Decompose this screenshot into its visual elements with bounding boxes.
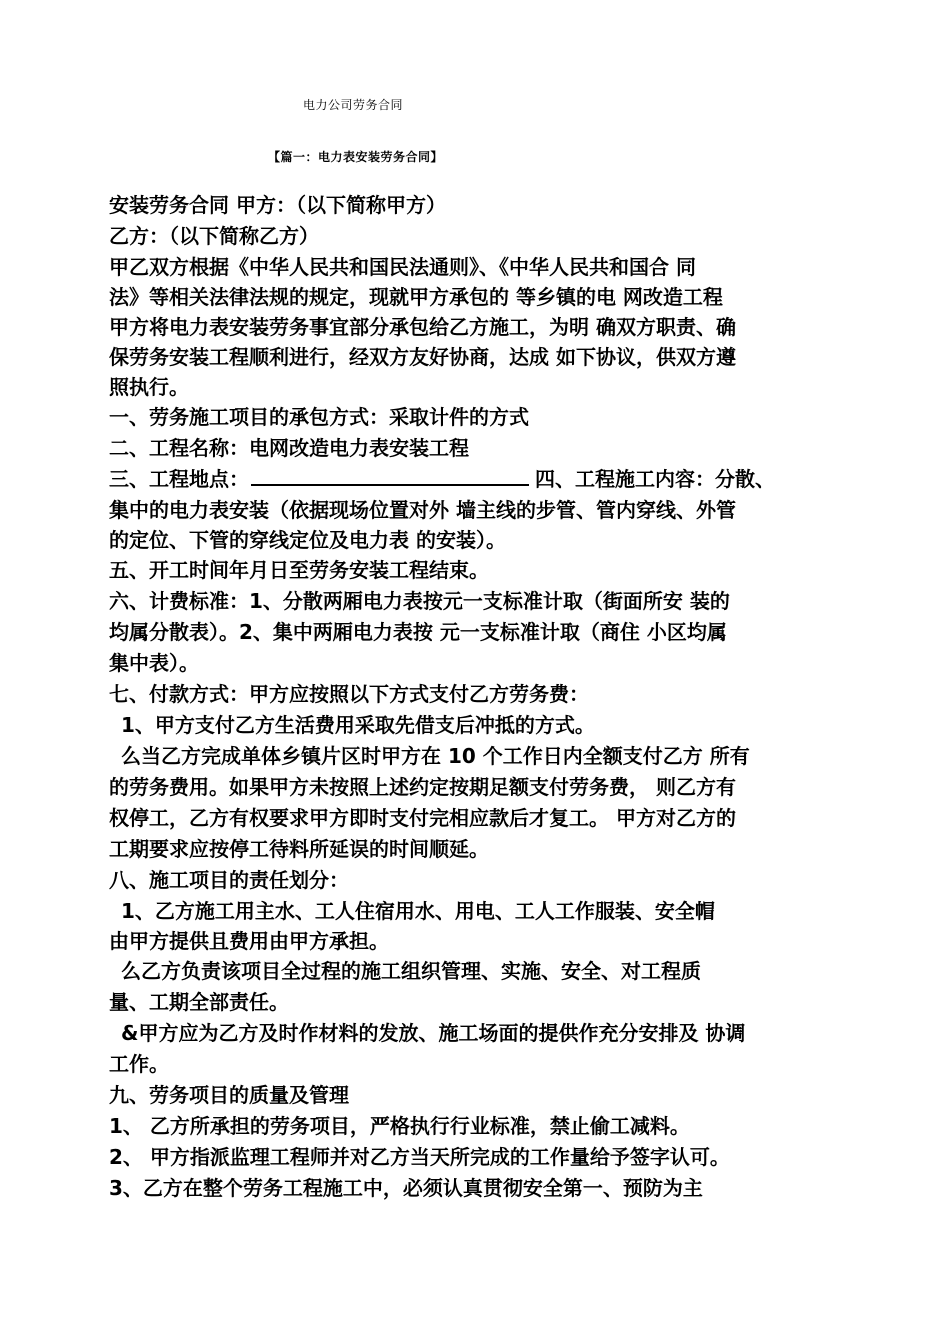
body-line: 1、乙方施工用主水、工人住宿用水、用电、工人工作服装、安全帽 [121,899,715,923]
body-line: 3、乙方在整个劳务工程施工中，必须认真贯彻安全第一、预防为主 [109,1176,703,1200]
contract-body [109,190,851,1204]
body-line: 甲方将电力表安装劳务事宜部分承包给乙方施工，为明 确双方职责、确 [109,315,736,339]
document-subtitle: 【篇一：电力表安装劳务合同】 [268,150,444,164]
body-line: 照执行。 [109,375,189,399]
body-line: 保劳务安装工程顺利进行，经双方友好协商，达成 如下协议，供双方遵 [109,345,736,369]
location-blank-field [251,466,529,486]
document-title: 电力公司劳务合同 [303,98,404,112]
body-line: 么当乙方完成单体乡镇片区时甲方在 10 个工作日内全额支付乙方 所有 [121,744,750,768]
body-line: 集中表）。 [109,651,199,675]
body-line: 均属分散表）。2、集中两厢电力表按 元一支标准计取（商住 小区均属 [109,620,727,644]
body-line: 1、 乙方所承担的劳务项目，严格执行行业标准，禁止偷工减料。 [109,1114,690,1138]
body-line: 1、甲方支付乙方生活费用采取先借支后冲抵的方式。 [121,713,595,737]
body-line: 权停工，乙方有权要求甲方即时支付完相应款后才复工。 甲方对乙方的 [109,806,736,830]
body-line: 的劳务费用。如果甲方未按照上述约定按期足额支付劳务费， 则乙方有 [109,775,736,799]
body-line: 乙方：（以下简称乙方） [109,224,319,248]
body-line: 法》等相关法律法规的规定，现就甲方承包的 等乡镇的电 网改造工程 [109,285,723,309]
body-line: &甲方应为乙方及时作材料的发放、施工场面的提供作充分安排及 协调 [121,1021,746,1045]
body-line: 五、开工时间年月日至劳务安装工程结束。 [109,558,489,582]
body-line: 的定位、下管的穿线定位及电力表 的安装）。 [109,528,506,552]
body-line: 六、计费标准：1、分散两厢电力表按元一支标准计取（街面所安 装的 [109,589,730,613]
body-line: 七、付款方式：甲方应按照以下方式支付乙方劳务费： [109,682,589,706]
body-line: 工期要求应按停工待料所延误的时间顺延。 [109,837,489,861]
body-line: 八、施工项目的责任划分： [109,868,349,892]
body-line: 工作。 [109,1052,169,1076]
body-line: 2、 甲方指派监理工程师并对乙方当天所完成的工作量给予签字认可。 [109,1145,730,1169]
body-line: 由甲方提供且费用由甲方承担。 [109,929,389,953]
body-line: 么乙方负责该项目全过程的施工组织管理、实施、安全、对工程质 [121,959,701,983]
body-line: 集中的电力表安装（依据现场位置对外 墙主线的步管、管内穿线、外管 [109,498,736,522]
location-suffix: 四、工程施工内容：分散、 [535,467,775,491]
body-line: 九、劳务项目的质量及管理 [109,1083,349,1107]
body-line: 安装劳务合同 甲方：（以下简称甲方） [109,193,446,217]
location-prefix: 三、工程地点： [109,467,249,491]
body-line: 量、工期全部责任。 [109,990,289,1014]
body-line: 甲乙双方根据《中华人民共和国民法通则》、《中华人民共和国合 同 [109,255,696,279]
body-line: 一、劳务施工项目的承包方式：采取计件的方式 [109,405,529,429]
body-line: 二、工程名称：电网改造电力表安装工程 [109,436,469,460]
location-line [109,464,851,495]
